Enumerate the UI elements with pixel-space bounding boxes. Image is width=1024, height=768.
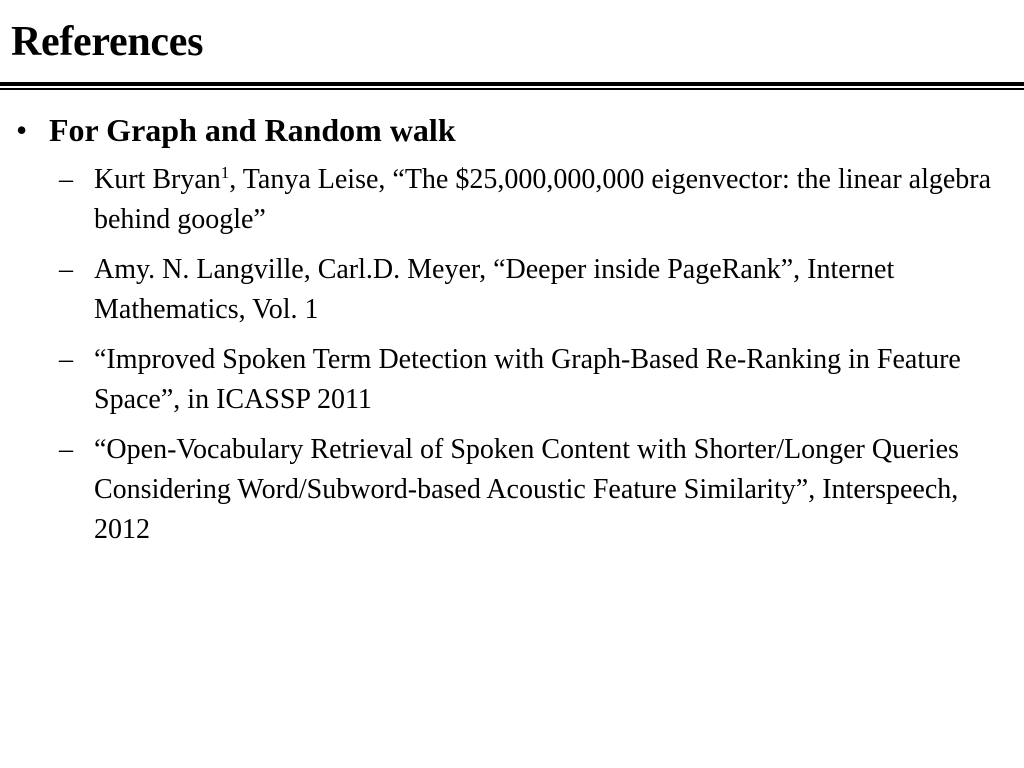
slide-content (0, 108, 1024, 560)
reference-list (0, 160, 1024, 550)
reference-item (0, 340, 1024, 420)
title-divider-thin (0, 88, 1024, 90)
reference-item (0, 160, 1024, 240)
reference-item (0, 250, 1024, 330)
reference-item (0, 430, 1024, 550)
slide-title: References (11, 19, 204, 65)
reference-text: “Open-Vocabulary Retrieval of Spoken Content with Shorter/Longer Queries Considering Word/Subword-based Acoustic Feature Similarity”, Interspeech, 2012 (94, 434, 959, 545)
bullet-item (0, 108, 1024, 154)
author-superscript: 1 (220, 163, 230, 182)
sub-bullet-marker: – (59, 254, 73, 285)
bullet-heading: For Graph and Random walk (49, 112, 456, 148)
bullet-marker: • (16, 112, 28, 148)
sub-bullet-marker: – (59, 344, 73, 375)
reference-text: , Tanya Leise, “The $25,000,000,000 eigenvector: the linear algebra behind google” (94, 164, 992, 235)
sub-bullet-marker: – (59, 164, 73, 195)
sub-bullet-marker: – (59, 434, 73, 465)
reference-text: “Improved Spoken Term Detection with Graph-Based Re-Ranking in Feature Space”, in ICASSP 2011 (94, 344, 961, 415)
title-divider-thick (0, 82, 1024, 86)
reference-text: Amy. N. Langville, Carl.D. Meyer, “Deeper inside PageRank”, Internet Mathematics, Vol. 1 (94, 254, 895, 325)
reference-author: Kurt Bryan (94, 164, 221, 195)
